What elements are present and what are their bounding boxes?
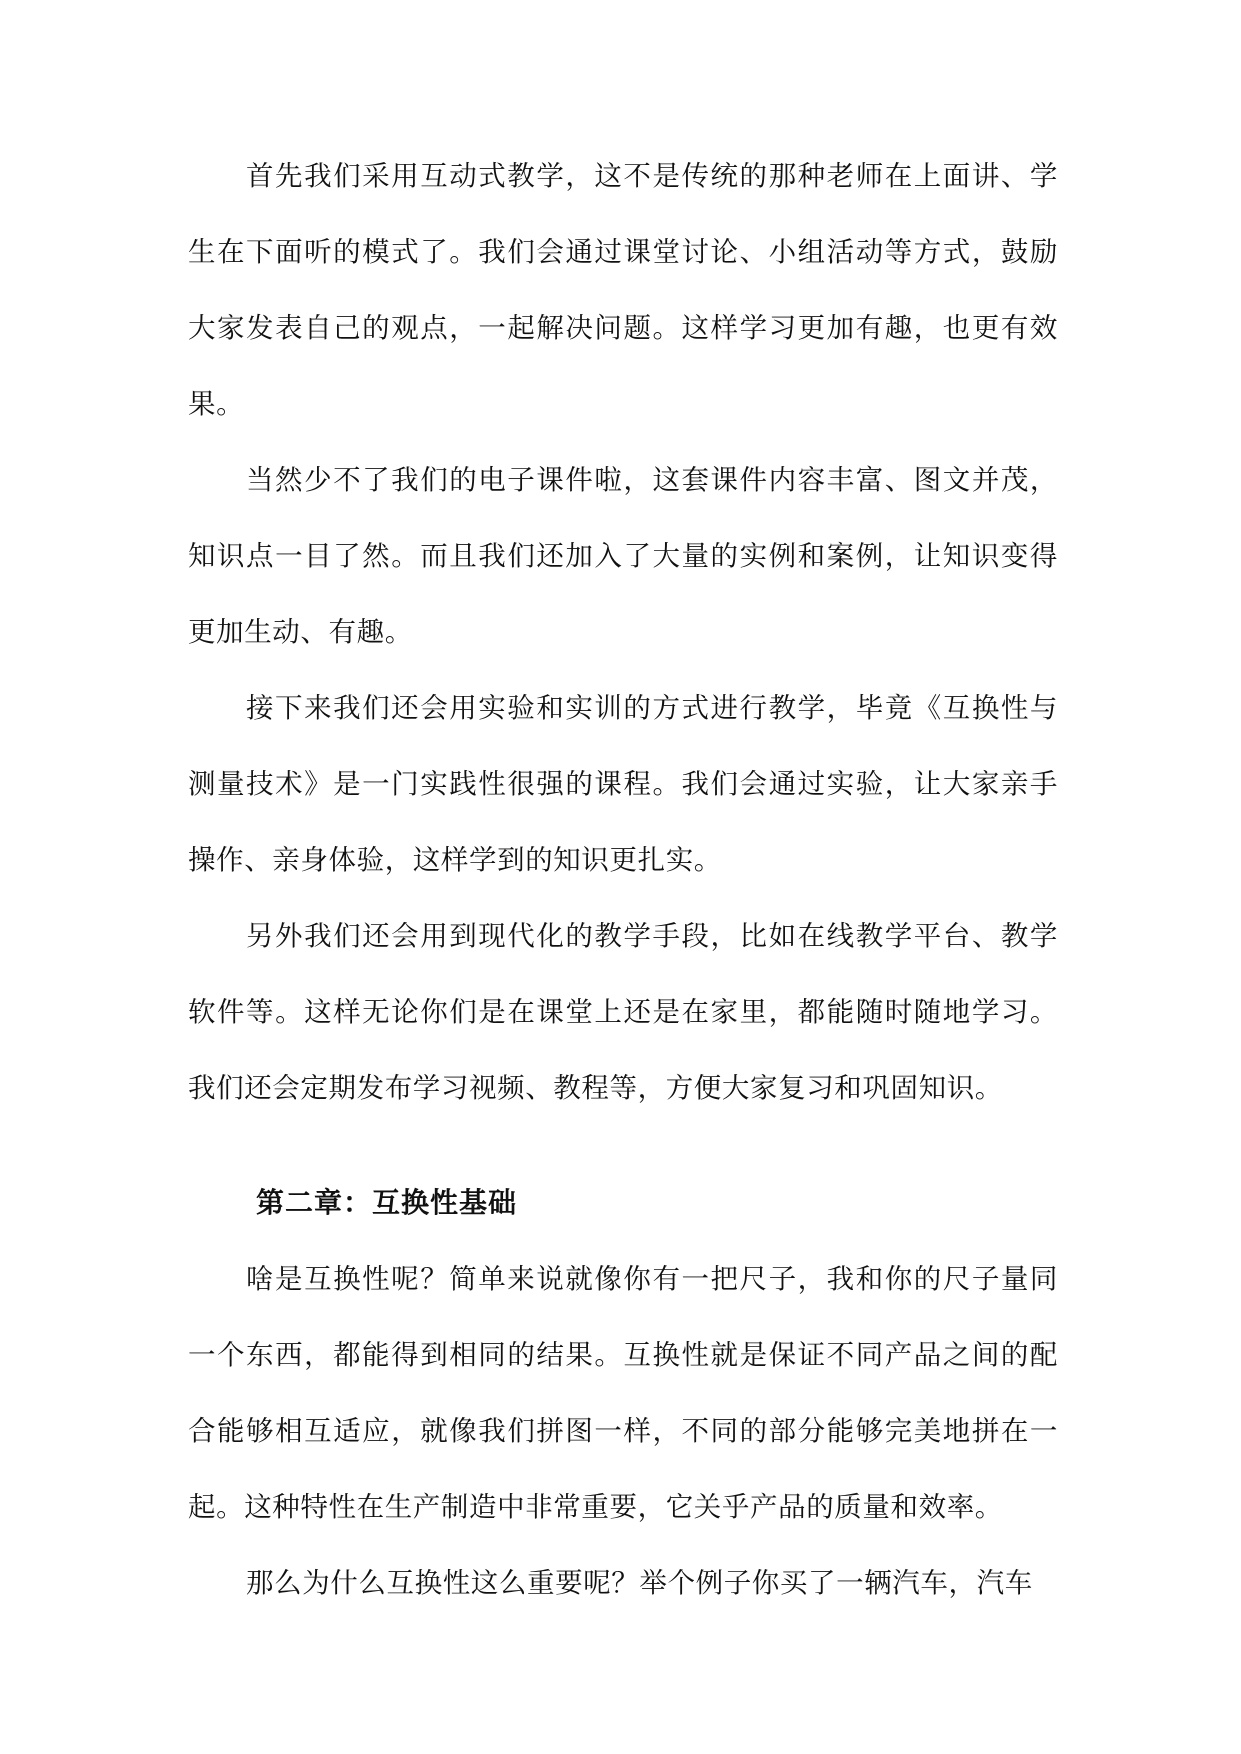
paragraph-interactive-teaching: 首先我们采用互动式教学，这不是传统的那种老师在上面讲、学生在下面听的模式了。我们会通过课堂讨论、小组活动等方式，鼓励大家发表自己的观点，一起解决问题。这样学习更加有趣，也更有效果。 [188,160,1058,420]
paragraph-interchangeability-importance: 那么为什么互换性这么重要呢？举个例子你买了一辆汽车，汽车 [246,1567,1033,1599]
paragraph-interchangeability-definition: 啥是互换性呢？简单来说就像你有一把尺子，我和你的尺子量同一个东西，都能得到相同的结果。互换性就是保证不同产品之间的配合能够相互适应，就像我们拼图一样，不同的部分能够完美地拼在一起。这种特性在生产制造中非常重要，它关乎产品的质量和效率。 [188,1263,1058,1523]
paragraph-experiments: 接下来我们还会用实验和实训的方式进行教学，毕竟《互换性与测量技术》是一门实践性很强的课程。我们会通过实验，让大家亲手操作、亲身体验，这样学到的知识更扎实。 [188,692,1058,876]
paragraph-modern-teaching: 另外我们还会用到现代化的教学手段，比如在线教学平台、教学软件等。这样无论你们是在课堂上还是在家里，都能随时随地学习。我们还会定期发布学习视频、教程等，方便大家复习和巩固知识。 [188,920,1058,1104]
paragraph-courseware: 当然少不了我们的电子课件啦，这套课件内容丰富、图文并茂，知识点一目了然。而且我们还加入了大量的实例和案例，让知识变得更加生动、有趣。 [188,464,1058,648]
document-page [188,138,1058,1621]
chapter-heading: 第二章：互换性基础 [256,1186,518,1219]
